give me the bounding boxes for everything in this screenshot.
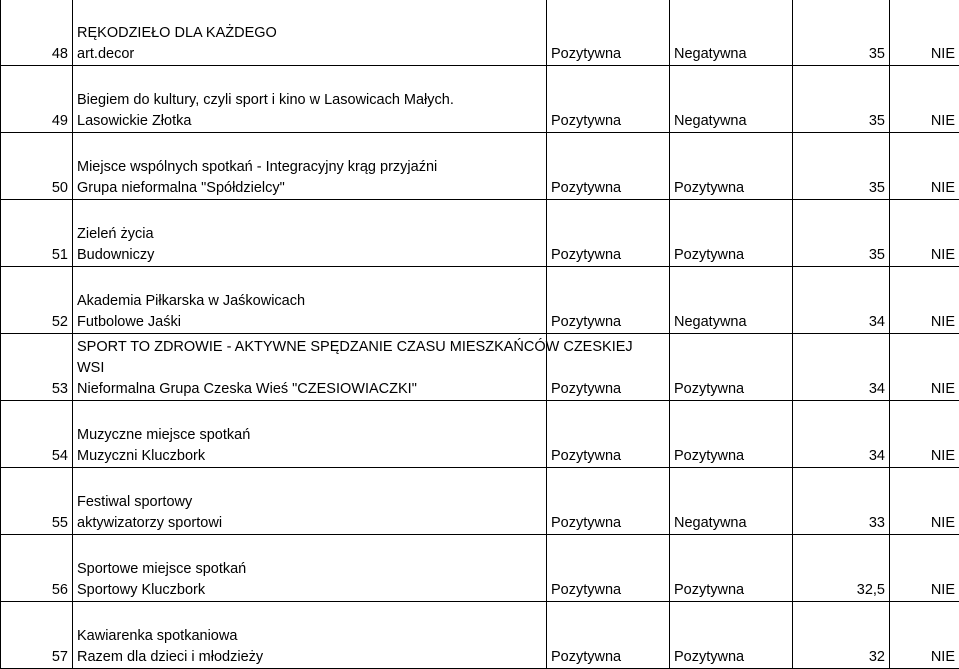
project-group: Razem dla dzieci i młodzieży: [77, 647, 542, 668]
project-cell[interactable]: [73, 133, 547, 200]
project-group: art.decor: [77, 44, 542, 65]
project-group: aktywizatorzy sportowi: [77, 513, 542, 534]
table-row: [1, 0, 959, 66]
decision-cell[interactable]: NIE: [890, 133, 959, 200]
assessment-1-cell[interactable]: Pozytywna: [547, 0, 670, 66]
assessment-2-cell[interactable]: Negatywna: [670, 0, 793, 66]
assessment-1-cell[interactable]: Pozytywna: [547, 602, 670, 669]
table-row: [1, 334, 959, 401]
decision-cell[interactable]: NIE: [890, 535, 959, 602]
project-group: Grupa nieformalna "Spółdzielcy": [77, 178, 542, 199]
decision-cell[interactable]: NIE: [890, 267, 959, 334]
assessment-2-cell[interactable]: Negatywna: [670, 267, 793, 334]
project-group: Budowniczy: [77, 245, 542, 266]
assessment-1-cell[interactable]: Pozytywna: [547, 200, 670, 267]
assessment-2-cell[interactable]: Pozytywna: [670, 334, 793, 401]
assessment-1-cell[interactable]: Pozytywna: [547, 267, 670, 334]
project-title: Muzyczne miejsce spotkań: [77, 425, 542, 446]
row-number[interactable]: 51: [1, 200, 73, 267]
row-number[interactable]: 53: [1, 334, 73, 401]
assessment-1-cell[interactable]: Pozytywna: [547, 334, 670, 401]
project-cell[interactable]: [73, 602, 547, 669]
project-cell[interactable]: [73, 334, 547, 401]
row-number[interactable]: 49: [1, 66, 73, 133]
assessment-1-cell[interactable]: Pozytywna: [547, 535, 670, 602]
decision-cell[interactable]: NIE: [890, 334, 959, 401]
decision-cell[interactable]: NIE: [890, 401, 959, 468]
table-row: [1, 468, 959, 535]
project-group: Muzyczni Kluczbork: [77, 446, 542, 467]
assessment-1-cell[interactable]: Pozytywna: [547, 468, 670, 535]
assessment-2-cell[interactable]: Pozytywna: [670, 602, 793, 669]
table-row: [1, 267, 959, 334]
project-title: Miejsce wspólnych spotkań - Integracyjny krąg przyjaźni: [77, 157, 542, 178]
project-group: Nieformalna Grupa Czeska Wieś "CZESIOWIACZKI": [77, 379, 542, 400]
project-title: Biegiem do kultury, czyli sport i kino w Lasowicach Małych.: [77, 90, 542, 111]
decision-cell[interactable]: NIE: [890, 602, 959, 669]
project-title: SPORT TO ZDROWIE - AKTYWNE SPĘDZANIE CZASU MIESZKAŃCÓW CZESKIEJ: [77, 337, 542, 358]
assessment-2-cell[interactable]: Negatywna: [670, 66, 793, 133]
decision-cell[interactable]: NIE: [890, 0, 959, 66]
project-cell[interactable]: [73, 0, 547, 66]
points-cell[interactable]: 34: [793, 334, 890, 401]
project-cell[interactable]: [73, 535, 547, 602]
points-cell[interactable]: 35: [793, 66, 890, 133]
table-row: [1, 66, 959, 133]
points-cell[interactable]: 34: [793, 267, 890, 334]
row-number[interactable]: 55: [1, 468, 73, 535]
assessment-2-cell[interactable]: Pozytywna: [670, 535, 793, 602]
table-row: [1, 200, 959, 267]
row-number[interactable]: 48: [1, 0, 73, 66]
points-cell[interactable]: 32: [793, 602, 890, 669]
project-title: Sportowe miejsce spotkań: [77, 559, 542, 580]
project-title: Akademia Piłkarska w Jaśkowicach: [77, 291, 542, 312]
table-row: [1, 401, 959, 468]
points-cell[interactable]: 34: [793, 401, 890, 468]
row-number[interactable]: 57: [1, 602, 73, 669]
decision-cell[interactable]: NIE: [890, 66, 959, 133]
project-title: Festiwal sportowy: [77, 492, 542, 513]
decision-cell[interactable]: NIE: [890, 468, 959, 535]
project-group: Sportowy Kluczbork: [77, 580, 542, 601]
table-row: [1, 133, 959, 200]
row-number[interactable]: 50: [1, 133, 73, 200]
assessment-1-cell[interactable]: Pozytywna: [547, 401, 670, 468]
points-cell[interactable]: 32,5: [793, 535, 890, 602]
project-title: Zieleń życia: [77, 224, 542, 245]
project-cell[interactable]: [73, 200, 547, 267]
assessment-2-cell[interactable]: Negatywna: [670, 468, 793, 535]
points-cell[interactable]: 35: [793, 0, 890, 66]
project-title: RĘKODZIEŁO DLA KAŻDEGO: [77, 23, 542, 44]
points-cell[interactable]: 35: [793, 200, 890, 267]
project-cell[interactable]: [73, 468, 547, 535]
row-number[interactable]: 52: [1, 267, 73, 334]
project-title: Kawiarenka spotkaniowa: [77, 626, 542, 647]
table-row: [1, 535, 959, 602]
project-title-continued: WSI: [77, 358, 542, 379]
row-number[interactable]: 54: [1, 401, 73, 468]
decision-cell[interactable]: NIE: [890, 200, 959, 267]
row-number[interactable]: 56: [1, 535, 73, 602]
assessment-2-cell[interactable]: Pozytywna: [670, 200, 793, 267]
points-cell[interactable]: 33: [793, 468, 890, 535]
points-cell[interactable]: 35: [793, 133, 890, 200]
project-group: Futbolowe Jaśki: [77, 312, 542, 333]
assessment-2-cell[interactable]: Pozytywna: [670, 133, 793, 200]
table-row: [1, 602, 959, 669]
project-cell[interactable]: [73, 401, 547, 468]
assessment-2-cell[interactable]: Pozytywna: [670, 401, 793, 468]
project-group: Lasowickie Złotka: [77, 111, 542, 132]
assessment-1-cell[interactable]: Pozytywna: [547, 66, 670, 133]
project-cell[interactable]: [73, 66, 547, 133]
assessment-1-cell[interactable]: Pozytywna: [547, 133, 670, 200]
project-cell[interactable]: [73, 267, 547, 334]
